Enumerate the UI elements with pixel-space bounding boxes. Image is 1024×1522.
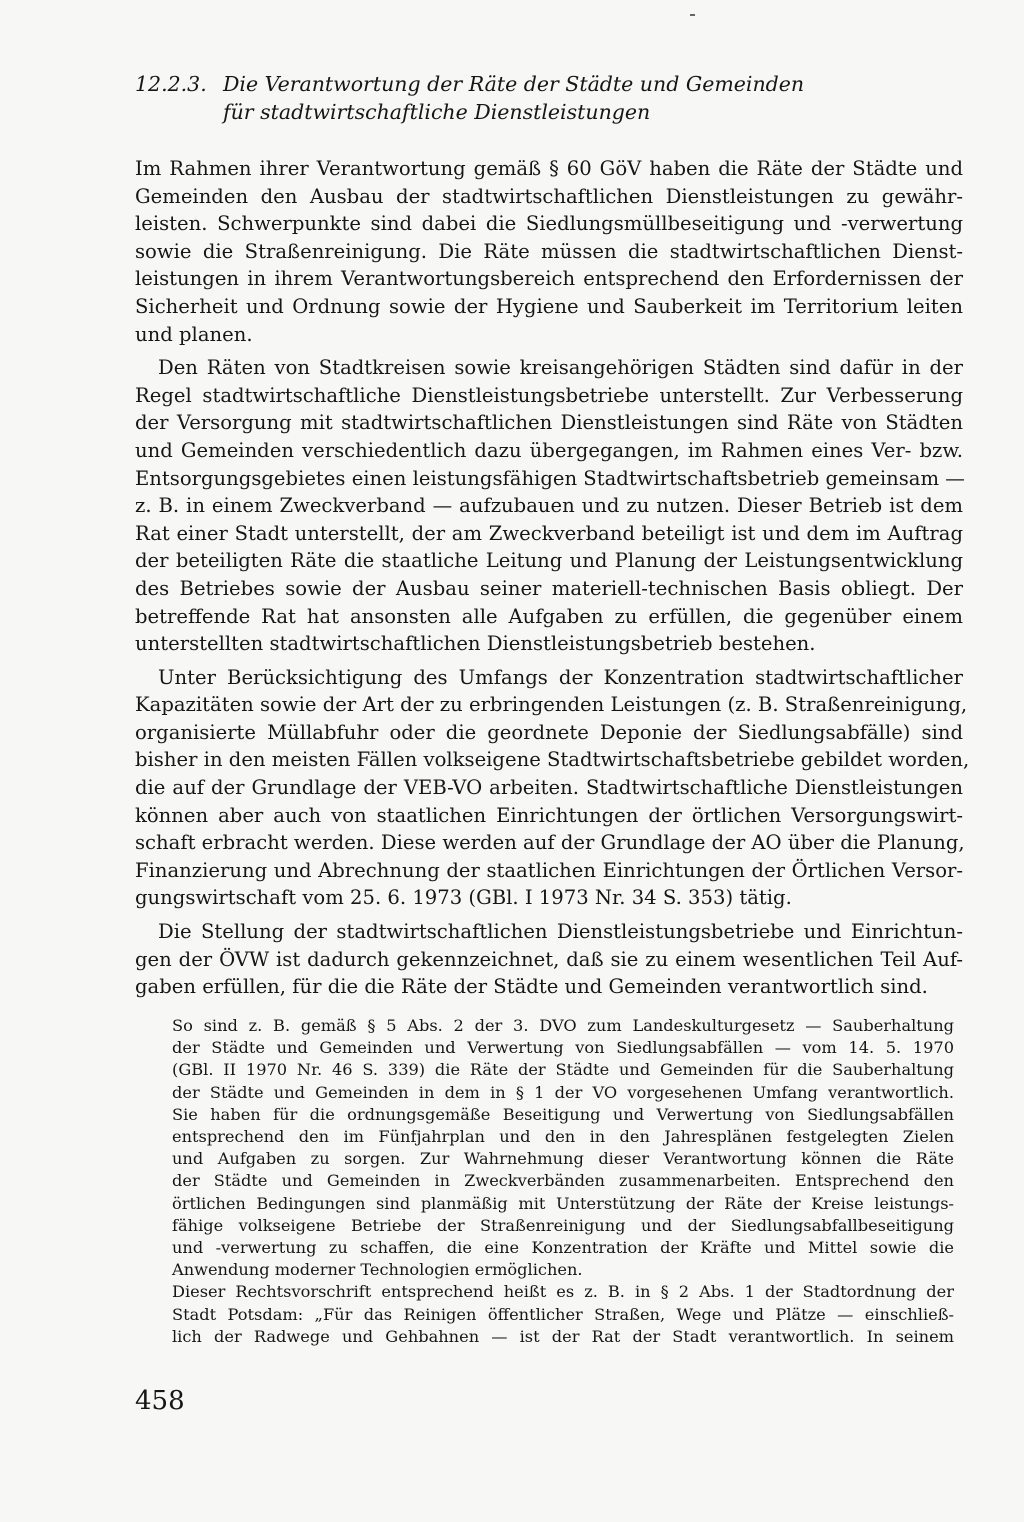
- footnote-line: So sind z. B. gemäß § 5 Abs. 2 der 3. DVO zum Landeskulturgesetz — Sauberhaltung: [172, 1016, 954, 1035]
- text-line: organisierte Müllabfuhr oder die geordnete Deponie der Siedlungsabfälle) sind: [135, 720, 963, 744]
- paragraph: [135, 354, 963, 658]
- text-line: können aber auch von staatlichen Einrichtungen der örtlichen Versorgungswirt-: [135, 803, 963, 827]
- text-line: unterstellten stadtwirtschaftlichen Dienstleistungsbetrieb bestehen.: [135, 632, 816, 656]
- text-line: der beteiligten Räte die staatliche Leitung und Planung der Leistungsentwicklung: [135, 549, 963, 573]
- text-line: Den Räten von Stadtkreisen sowie kreisangehörigen Städten sind dafür in der: [158, 356, 963, 380]
- footnote-line: entsprechend den im Fünfjahrplan und den in den Jahresplänen festgelegten Zielen: [172, 1127, 954, 1147]
- footnote-line: der Städte und Gemeinden in Zweckverbänden zusammenarbeiten. Entsprechend den: [172, 1171, 954, 1191]
- footnote-line: fähige volkseigene Betriebe der Straßenreinigung und der Siedlungsabfallbeseitigung: [172, 1215, 954, 1235]
- section-number: 12.2.3.: [135, 72, 207, 96]
- section-title-line: für stadtwirtschaftliche Dienstleistungen: [223, 100, 651, 124]
- text-line: Gemeinden den Ausbau der stadtwirtschaftlichen Dienstleistungen zu gewähr-: [135, 184, 963, 208]
- text-line: gen der ÖVW ist dadurch gekennzeichnet, daß sie zu einem wesentlichen Teil Auf-: [135, 947, 963, 971]
- scan-mark: [690, 14, 695, 16]
- paragraph: [135, 664, 970, 912]
- footnote-line: Anwendung moderner Technologien ermöglichen.: [172, 1260, 583, 1280]
- text-line: Die Stellung der stadtwirtschaftlichen Dienstleistungsbetriebe und Einrichtun-: [158, 920, 963, 944]
- footnote-line: Dieser Rechtsvorschrift entsprechend heißt es z. B. in § 2 Abs. 1 der Stadtordnung der: [172, 1282, 954, 1302]
- footnote-line: der Städte und Gemeinden und Verwertung von Siedlungsabfällen — vom 14. 5. 1970: [172, 1038, 954, 1058]
- text-line: betreffende Rat hat ansonsten alle Aufgaben zu erfüllen, die gegenüber einem: [135, 604, 963, 628]
- text-line: der Versorgung mit stadtwirtschaftlichen Dienstleistungen sind Räte von Städten: [135, 411, 963, 435]
- text-line: Kapazitäten sowie der Art der zu erbringenden Leistungen (z. B. Straßenreinigung,: [135, 693, 968, 717]
- section-heading: [135, 70, 835, 126]
- footnote-line: lich der Radwege und Gehbahnen — ist der Rat der Stadt verantwortlich. In seinem: [172, 1326, 954, 1346]
- text-line: Unter Berücksichtigung des Umfangs der Konzentration stadtwirtschaftlicher: [158, 665, 963, 689]
- text-line: und Gemeinden verschiedentlich dazu übergegangen, im Rahmen eines Ver- bzw.: [135, 438, 963, 462]
- body-text: [135, 155, 970, 1007]
- footnote-line: der Städte und Gemeinden in dem in § 1 der VO vorgesehenen Umfang verantwortlich.: [172, 1082, 954, 1102]
- text-line: Sicherheit und Ordnung sowie der Hygiene und Sauberkeit im Territorium leiten: [135, 294, 963, 318]
- footnote-line: Stadt Potsdam: „Für das Reinigen öffentlicher Straßen, Wege und Plätze — einschließ-: [172, 1304, 954, 1324]
- footnote-line: und Aufgaben zu sorgen. Zur Wahrnehmung dieser Verantwortung können die Räte: [172, 1149, 954, 1169]
- text-line: z. B. in einem Zweckverband — aufzubauen und zu nutzen. Dieser Betrieb ist dem: [135, 494, 963, 518]
- text-line: Rat einer Stadt unterstellt, der am Zweckverband beteiligt ist und dem im Auftrag: [135, 521, 963, 545]
- text-line: Regel stadtwirtschaftliche Dienstleistungsbetriebe unterstellt. Zur Verbesserung: [135, 383, 963, 407]
- text-line: Entsorgungsgebietes einen leistungsfähigen Stadtwirtschaftsbetrieb gemeinsam —: [135, 466, 965, 490]
- footnote: [172, 1015, 954, 1348]
- text-line: des Betriebes sowie der Ausbau seiner materiell-technischen Basis obliegt. Der: [135, 576, 963, 600]
- footnote-paragraph: [172, 1015, 954, 1281]
- text-line: Im Rahmen ihrer Verantwortung gemäß § 60 GöV haben die Räte der Städte und: [135, 157, 963, 180]
- text-line: leistungen in ihrem Verantwortungsbereich entsprechend den Erfordernissen der: [135, 267, 963, 291]
- text-line: gungswirtschaft vom 25. 6. 1973 (GBl. I 1973 Nr. 34 S. 353) tätig.: [135, 886, 792, 910]
- text-line: gaben erfüllen, für die die Räte der Städte und Gemeinden verantwortlich sind.: [135, 975, 928, 999]
- footnote-paragraph: [172, 1281, 954, 1348]
- paragraph: [135, 155, 963, 348]
- footnote-line: Sie haben für die ordnungsgemäße Beseitigung und Verwertung von Siedlungsabfällen: [172, 1104, 954, 1124]
- text-line: die auf der Grundlage der VEB-VO arbeiten. Stadtwirtschaftliche Dienstleistungen: [135, 776, 963, 800]
- page-number: 458: [135, 1386, 185, 1416]
- section-title-line: Die Verantwortung der Räte der Städte und Gemeinden: [223, 72, 805, 96]
- footnote-line: (GBl. II 1970 Nr. 46 S. 339) die Räte der Städte und Gemeinden für die Sauberhaltung: [172, 1060, 954, 1080]
- paragraph: [135, 918, 963, 1001]
- footnote-line: und -verwertung zu schaffen, die eine Konzentration der Kräfte und Mittel sowie die: [172, 1238, 954, 1258]
- text-line: leisten. Schwerpunkte sind dabei die Siedlungsmüllbeseitigung und -verwertung: [135, 212, 963, 236]
- text-line: Finanzierung und Abrechnung der staatlichen Einrichtungen der Örtlichen Versor-: [135, 858, 963, 882]
- text-line: sowie die Straßenreinigung. Die Räte müssen die stadtwirtschaftlichen Dienst-: [135, 239, 963, 263]
- text-line: bisher in den meisten Fällen volkseigene Stadtwirtschaftsbetriebe gebildet worden,: [135, 748, 970, 772]
- section-title: [223, 70, 804, 126]
- text-line: schaft erbracht werden. Diese werden auf der Grundlage der AO über die Planung,: [135, 831, 965, 855]
- footnote-line: örtlichen Bedingungen sind planmäßig mit Unterstützung der Räte der Kreise leistungs-: [172, 1193, 954, 1213]
- text-line: und planen.: [135, 322, 253, 346]
